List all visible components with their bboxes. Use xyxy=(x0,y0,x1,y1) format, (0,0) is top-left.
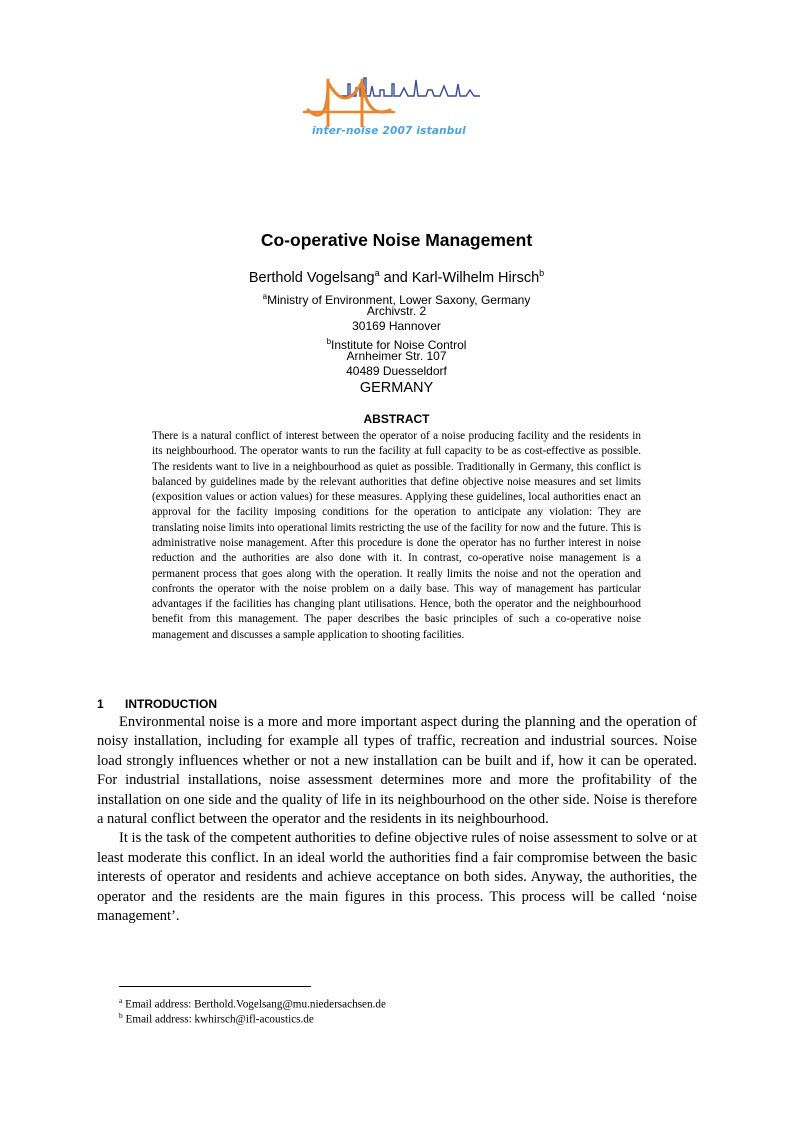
affiliation-a-street: Archivstr. 2 xyxy=(366,304,427,318)
affiliation-a-name: Ministry of Environment, Lower Saxony, Germany xyxy=(267,293,531,307)
author-2-superscript: b xyxy=(539,268,545,278)
affiliation-a-city: 30169 Hannover xyxy=(352,319,441,333)
section-title: INTRODUCTION xyxy=(125,697,217,711)
footnote-divider xyxy=(119,986,311,987)
footnote-b-text: Email address: kwhirsch@ifl-acoustics.de xyxy=(122,1013,314,1026)
bridge-icon xyxy=(304,80,394,126)
paper-title: Co-operative Noise Management xyxy=(260,230,533,250)
affiliation-country: GERMANY xyxy=(359,380,434,396)
affiliation-b-street: Arnheimer Str. 107 xyxy=(346,349,447,363)
affiliation-b-superscript: b xyxy=(326,337,332,346)
author-2: and Karl-Wilhelm Hirsch xyxy=(379,269,540,286)
section-body xyxy=(97,713,697,926)
author-1: Berthold Vogelsang xyxy=(248,269,375,286)
footnote-a-text: Email address: Berthold.Vogelsang@mu.niedersachsen.de xyxy=(122,998,386,1011)
body-paragraph: Environmental noise is a more and more important aspect during the planning and the operation of noisy installation, including for example all types of traffic, recreation and industrial sources. Noise load strongly influences whether or not a new installation can be built and if, how it can be operated. For industrial installations, noise assessment determines more and more the profitability of the installation on one side and the quality of life in its neighbourhood on the other side. Noise is therefore a natural conflict between the operator and the residents in its neighbourhood. xyxy=(97,714,697,828)
author-line xyxy=(0,268,793,286)
affiliation-b-city: 40489 Duesseldorf xyxy=(346,364,447,378)
affiliation-b-name: Institute for Noise Control xyxy=(331,338,467,352)
author-1-superscript: a xyxy=(374,268,380,278)
abstract-heading: ABSTRACT xyxy=(363,412,430,426)
abstract-text: There is a natural conflict of interest between the operator of a noise producing facility and the residents in its neighbourhood. The operator wants to run the facility at full capacity to be as cost-effective as possible. The residents want to live in a neighbourhood as quiet as possible. Traditionally in Germany, this conflict is balanced by guidelines made by the relevant authorities that define objective noise measures and set limits (exposition values or action values) for these measures. Applying these guidelines, local authorities enact an approval for the facility imposing conditions for the operation to anticipate any violation: They are translating noise limits into operational limits restricting the use of the facility for now and the future. This is administrative noise management. After this procedure is done the operator has no further interest in noise reduction and the authorities are also done with it. In contrast, co-operative noise management is a permanent process that goes along with the operation. It really limits the noise and not the operation and confronts the operator with the noise problem on a daily base. This way of management has particular advantages if the facilities has changing plant utilisations. Hence, both the operator and the neighbourhood benefit from this management. The paper describes the basic principles of such a co-operative noise management and discusses a sample application to shooting facilities. xyxy=(152,430,641,641)
section-heading xyxy=(97,697,217,711)
footnote-a-superscript: a xyxy=(119,996,123,1005)
footnote-b-superscript: b xyxy=(119,1011,123,1020)
logo-caption: inter-noise 2007 istanbul xyxy=(312,125,466,137)
footnote-b xyxy=(119,1009,314,1027)
section-number: 1 xyxy=(97,697,104,711)
affiliation-a-superscript: a xyxy=(262,292,268,301)
body-paragraph: It is the task of the competent authorities to define objective rules of noise assessment to solve or at least moderate this conflict. In an ideal world the authorities find a fair compromise between the basic interests of operator and residents and achieve acceptance on both sides. Anyway, the authorities, the operator and the residents are the main figures in this process. This process will be called ‘noise management’. xyxy=(97,830,697,925)
